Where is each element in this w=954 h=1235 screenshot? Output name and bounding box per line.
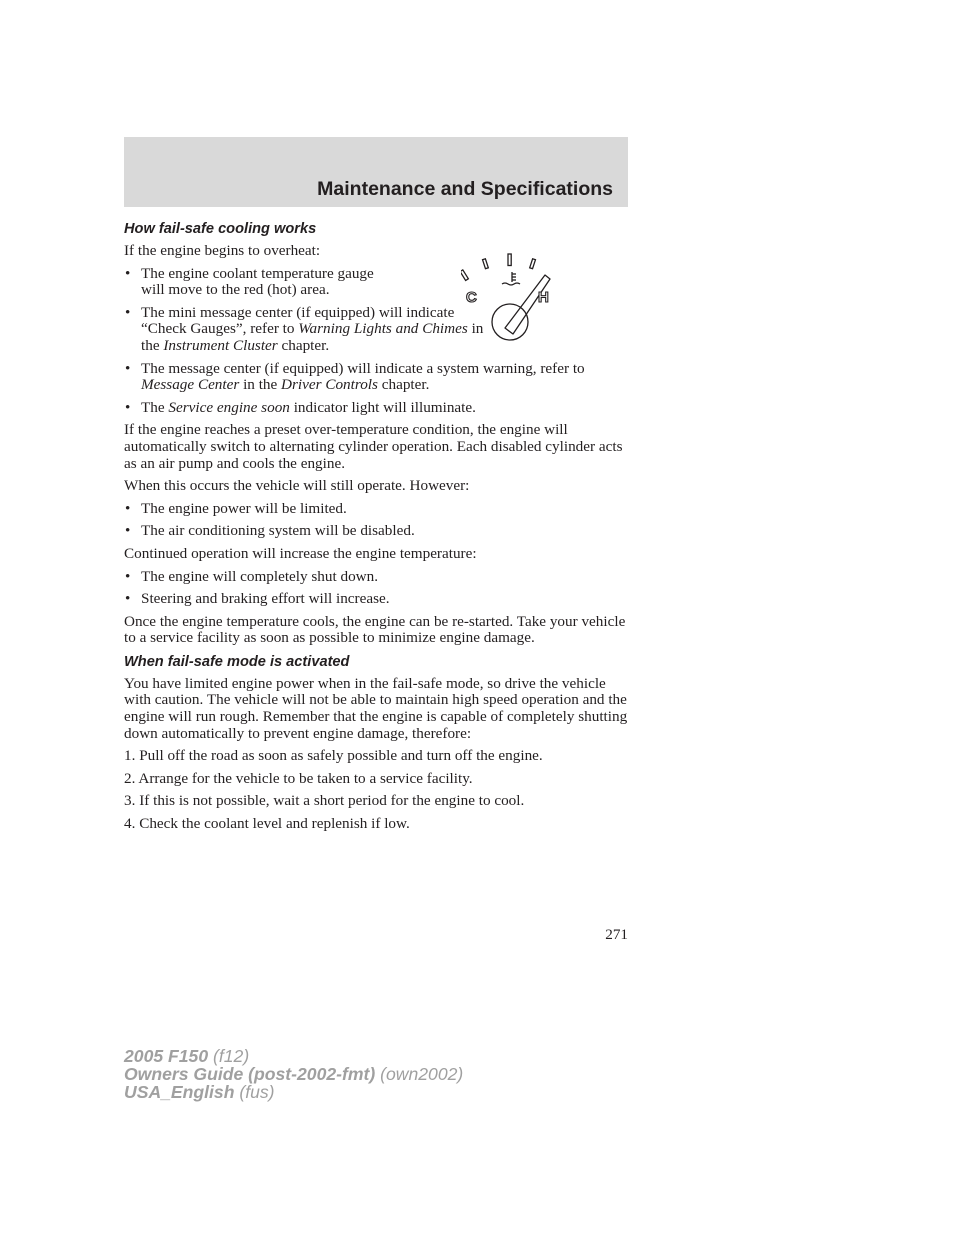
overheat-list-continued — [124, 361, 630, 417]
page-number: 271 — [605, 926, 628, 943]
paragraph: Continued operation will increase the engine temperature: — [124, 544, 477, 562]
list-item: • The Service engine soon indicator light will illuminate. — [124, 400, 630, 417]
list-item: • The engine power will be limited. — [124, 501, 630, 518]
list-item: • The message center (if equipped) will indicate a system warning, refer to Message Center in the Driver Controls chapter. — [124, 361, 630, 394]
overheat-list — [124, 266, 630, 355]
page-body — [124, 220, 630, 839]
heading-failsafe-activated: When fail-safe mode is activated — [124, 653, 350, 670]
paragraph: You have limited engine power when in the fail-safe mode, so drive the vehicle with caution. The vehicle will not be able to maintain high speed operation and the engine will run rough. Remember that the engine is capable of completely shutting down automatically to prevent engine damage, therefore: — [124, 674, 628, 742]
list-item: • The mini message center (if equipped) will indicate “Check Gauges”, refer to Warning Lights and Chimes in the Instrument Cluster chapter. — [124, 305, 501, 355]
paragraph-intro: If the engine begins to overheat: — [124, 242, 321, 259]
footer-line-guide: Owners Guide (post-2002-fmt) (own2002) — [124, 1064, 464, 1084]
heading-how-failsafe-works: How fail-safe cooling works — [124, 221, 317, 237]
paragraph: If the engine reaches a preset over-temperature condition, the engine will automatically switch to alternating cylinder operation. Each disabled cylinder acts as an air pump and cools the engine. — [124, 421, 623, 472]
list-item: 3. If this is not possible, wait a short period for the engine to cool. — [124, 792, 525, 810]
steps-list — [124, 748, 630, 832]
section-title: Maintenance and Specifications — [317, 178, 613, 200]
gauge-cold-label: C — [466, 289, 477, 306]
list-item: • The air conditioning system will be disabled. — [124, 523, 630, 540]
limits-list — [124, 501, 630, 540]
list-item: • The engine coolant temperature gauge will move to the red (hot) area. — [124, 266, 381, 299]
footer-line-language: USA_English (fus) — [124, 1082, 275, 1102]
list-item: 1. Pull off the road as soon as safely possible and turn off the engine. — [124, 747, 543, 765]
gauge-hot-label: H — [538, 289, 549, 306]
section-header-band — [124, 137, 628, 207]
document-footer — [124, 1047, 463, 1101]
consequences-list — [124, 569, 630, 608]
footer-line-model: 2005 F150 (f12) — [124, 1046, 250, 1066]
list-item: • The engine will completely shut down. — [124, 569, 630, 586]
paragraph: When this occurs the vehicle will still operate. However: — [124, 477, 470, 495]
list-item: 2. Arrange for the vehicle to be taken to a service facility. — [124, 769, 473, 787]
paragraph: Once the engine temperature cools, the engine can be re-started. Take your vehicle to a service facility as soon as possible to minimize engine damage. — [124, 612, 626, 647]
list-item: • Steering and braking effort will increase. — [124, 591, 630, 608]
list-item: 4. Check the coolant level and replenish if low. — [124, 815, 410, 833]
